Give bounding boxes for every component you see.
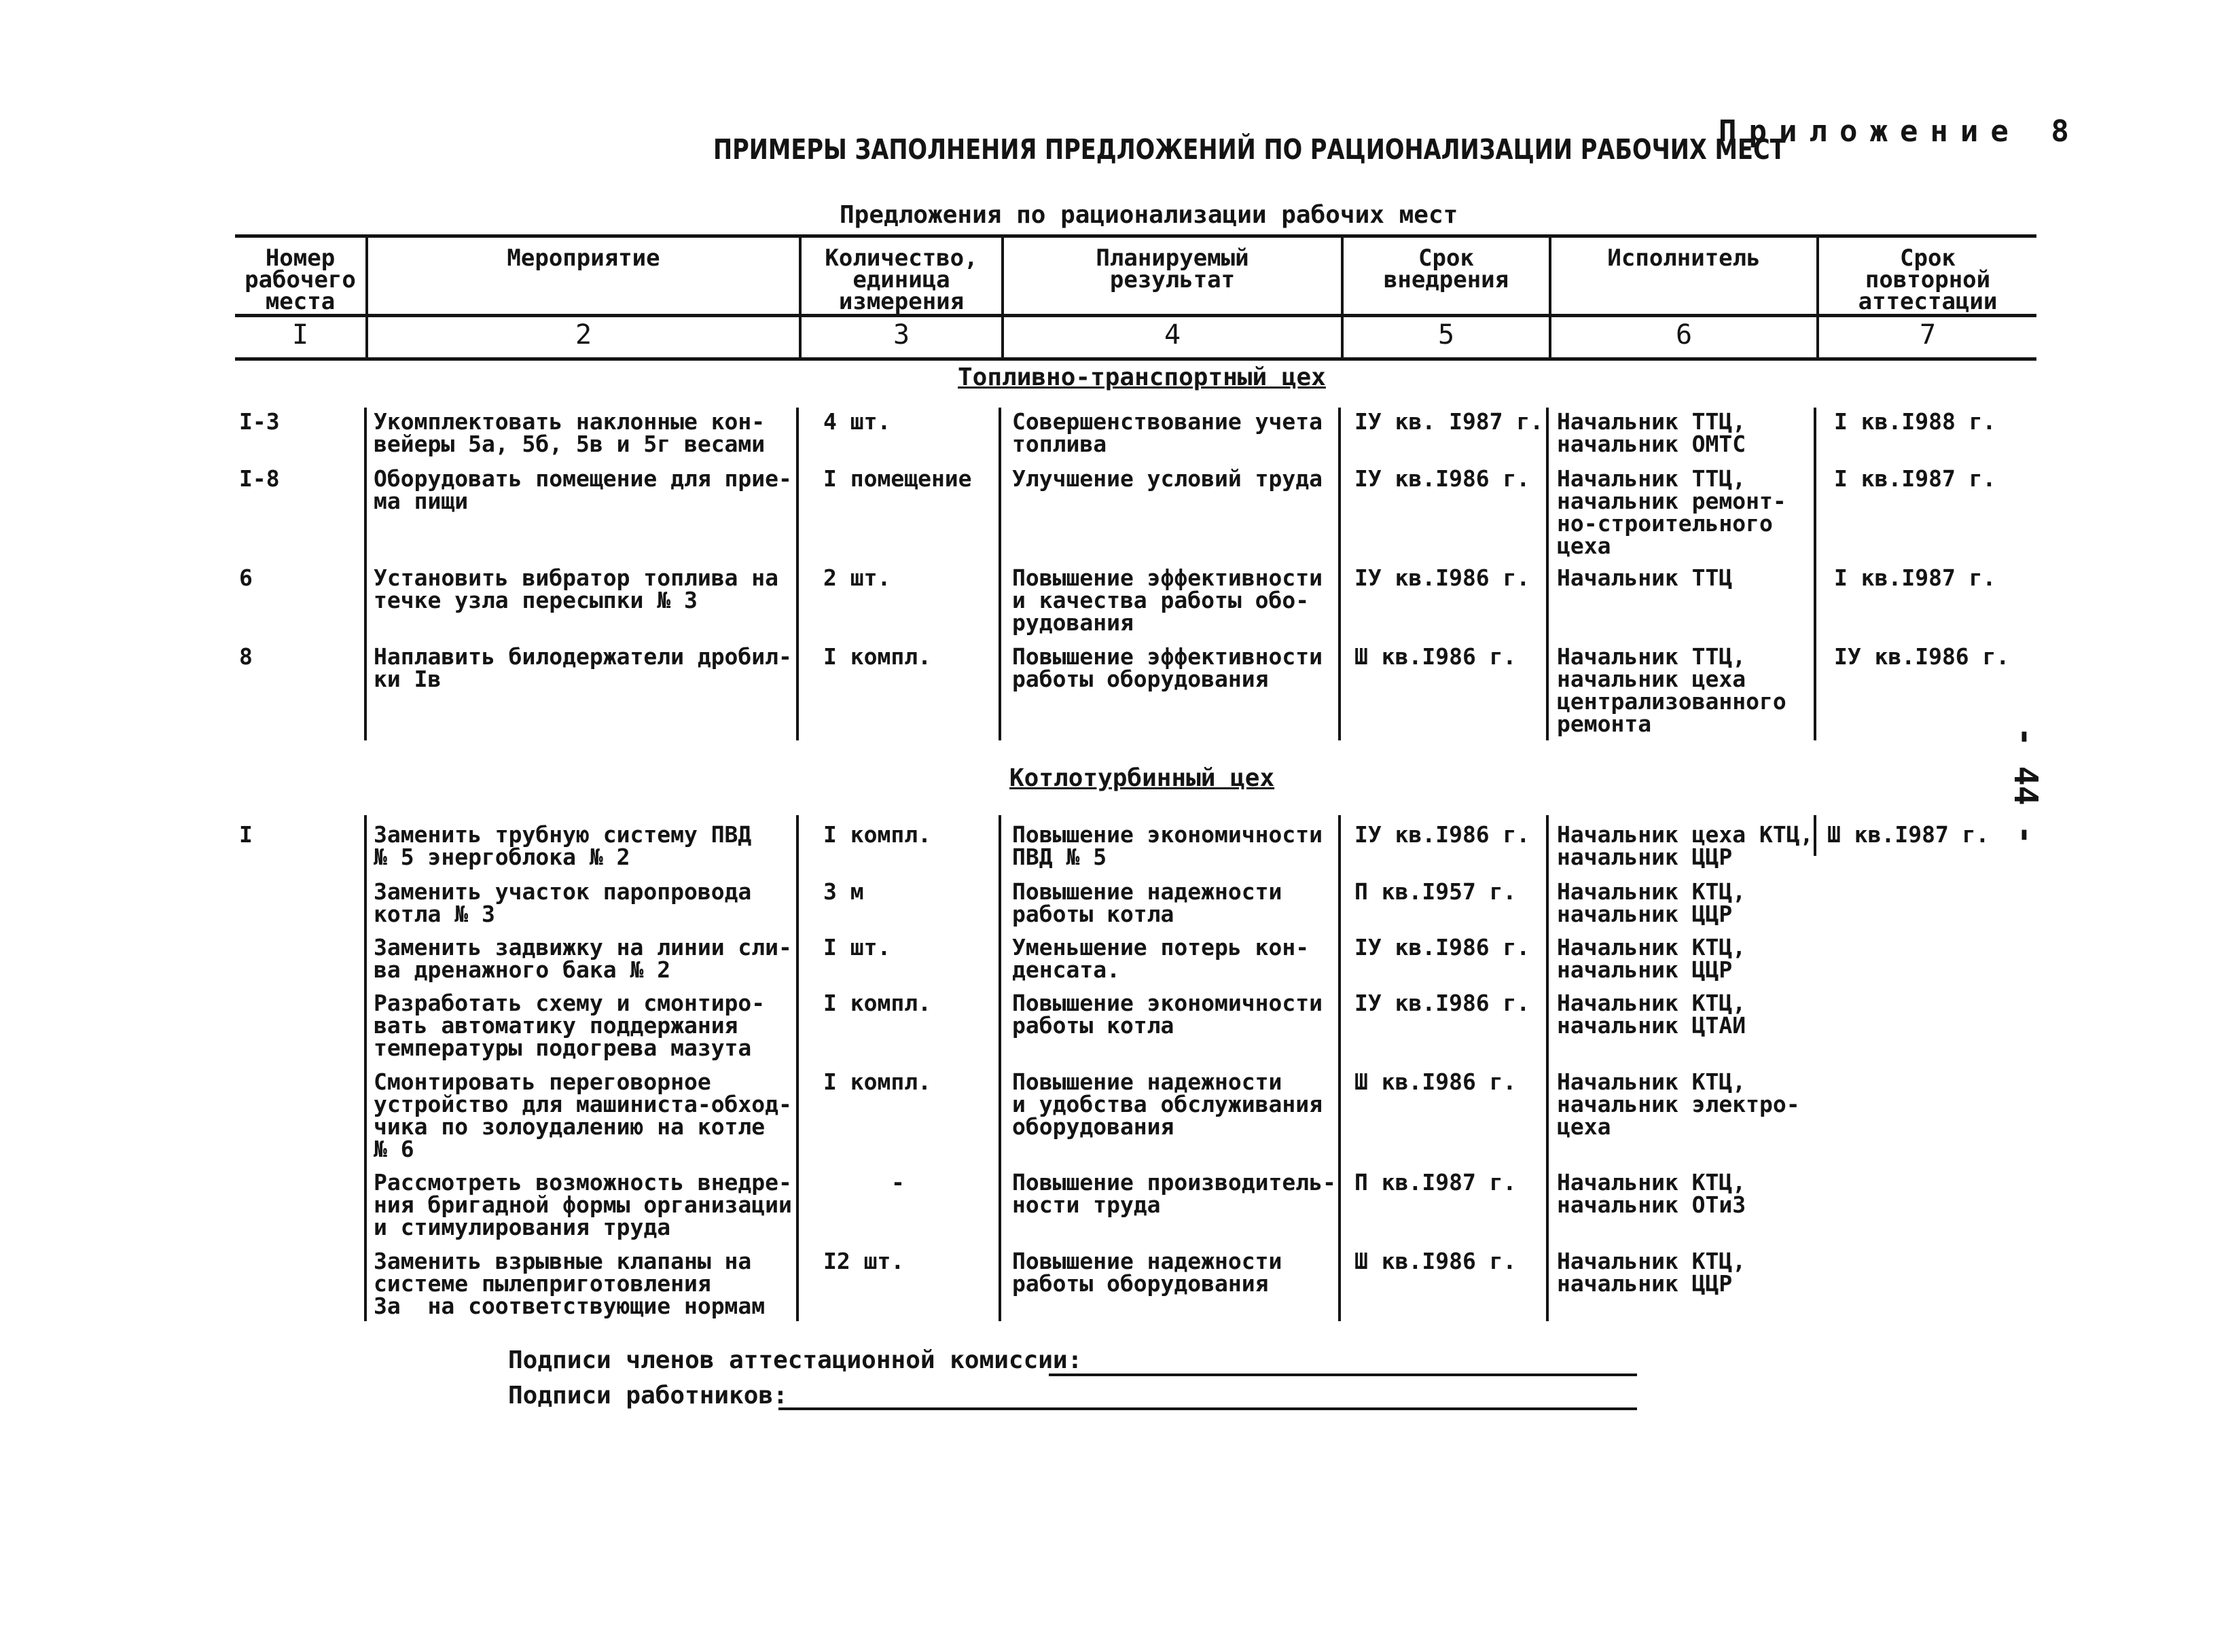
col-header-measure: Мероприятие [507, 245, 660, 272]
cell-result: Повышение надежности работы оборудования [1012, 1248, 1282, 1297]
page-number: - 44 - [2007, 727, 2045, 845]
cell-reattestation: I кв.I987 г. [1834, 564, 1996, 591]
cell-quantity: I шт. [823, 934, 891, 960]
body-col-rule [1546, 408, 1549, 740]
table-top-rule [235, 234, 2036, 238]
body-col-rule [796, 815, 799, 1321]
cell-result: Повышение надежности работы котла [1012, 878, 1282, 927]
cell-term: IУ кв.I986 г. [1354, 465, 1530, 492]
cell-result: Улучшение условий труда [1012, 465, 1323, 492]
col-header-result: Планируемый результат [1096, 245, 1249, 293]
col-number: 5 [1437, 319, 1455, 351]
body-col-rule [999, 815, 1001, 1321]
cell-place: 8 [239, 643, 253, 670]
document-title: ПРИМЕРЫ ЗАПОЛНЕНИЯ ПРЕДЛОЖЕНИЙ ПО РАЦИОНАЛИЗАЦИИ РАБОЧИХ МЕСТ [713, 133, 1786, 166]
col-number: 6 [1675, 319, 1693, 351]
cell-quantity: I компл. [823, 1069, 931, 1095]
col-header-place: Номер рабочего места [245, 245, 356, 315]
cell-executor: Начальник ТТЦ, начальник ремонт- но-строительного цеха [1557, 465, 1786, 559]
cell-executor: Начальник КТЦ, начальник ЦЦР [1557, 934, 1746, 983]
cell-measure: Рассмотреть возможность внедре- ния бригадной формы организации и стимулирования труда [374, 1169, 792, 1240]
cell-result: Повышение экономичности ПВД № 5 [1012, 821, 1323, 870]
cell-quantity: I компл. [823, 643, 931, 670]
cell-measure: Заменить трубную систему ПВД № 5 энергоблока № 2 [374, 821, 752, 870]
cell-measure: Наплавить билодержатели дробил- ки Iв [374, 643, 792, 692]
cell-quantity: 4 шт. [823, 408, 891, 435]
cell-term: IУ кв. I987 г. [1354, 408, 1544, 435]
cell-measure: Оборудовать помещение для прие- ма пищи [374, 465, 792, 514]
cell-reattestation: I кв.I987 г. [1834, 465, 1996, 492]
cell-result: Уменьшение потерь кон- денсата. [1012, 934, 1310, 983]
signature-commission-line[interactable] [1049, 1373, 1637, 1376]
body-col-rule [1338, 408, 1341, 740]
appendix-label: Приложение 8 [1719, 114, 2081, 149]
cell-quantity: I компл. [823, 990, 931, 1016]
cell-term: IУ кв.I986 г. [1354, 821, 1530, 848]
cell-measure: Заменить взрывные клапаны на системе пылеприготовления 3а на соответствующие нормам [374, 1248, 766, 1319]
body-col-rule [999, 408, 1001, 740]
col-number: 4 [1164, 319, 1181, 351]
cell-measure: Заменить задвижку на линии сли- ва дренажного бака № 2 [374, 934, 792, 983]
col-number: 2 [575, 319, 592, 351]
body-col-rule [364, 408, 367, 740]
cell-place: I [239, 821, 253, 848]
header-bottom-rule [235, 314, 2036, 317]
cell-result: Совершенствование учета топлива [1012, 408, 1323, 457]
cell-executor: Начальник ТТЦ, начальник ОМТС [1557, 408, 1746, 457]
cell-term: Ш кв.I986 г. [1354, 1069, 1517, 1095]
col-header-reattestation: Срок повторной аттестации [1858, 245, 1998, 315]
cell-measure: Смонтировать переговорное устройство для машиниста-обход- чика по золоудалению на котле № 6 [374, 1069, 792, 1162]
cell-executor: Начальник КТЦ, начальник ЦТАИ [1557, 990, 1746, 1039]
cell-measure: Установить вибратор топлива на течке узла пересыпки № 3 [374, 564, 779, 613]
cell-executor: Начальник КТЦ, начальник ОТиЗ [1557, 1169, 1746, 1218]
cell-term: Ш кв.I986 г. [1354, 643, 1517, 670]
table-caption: Предложения по рационализации рабочих мест [840, 201, 1458, 229]
body-col-rule [1338, 815, 1341, 1321]
cell-executor: Начальник КТЦ, начальник электро- цеха [1557, 1069, 1800, 1140]
cell-quantity: 2 шт. [823, 564, 891, 591]
signature-workers-label: Подписи работников: [508, 1382, 788, 1409]
body-col-rule [1814, 408, 1816, 740]
body-col-rule [796, 408, 799, 740]
cell-result: Повышение надежности и удобства обслуживания оборудования [1012, 1069, 1323, 1140]
cell-reattestation: IУ кв.I986 г. [1834, 643, 2010, 670]
cell-term: IУ кв.I986 г. [1354, 990, 1530, 1016]
signature-commission-label: Подписи членов аттестационной комиссии: [508, 1346, 1083, 1374]
col-number: 3 [893, 319, 910, 351]
col-number: I [291, 319, 309, 351]
col-header-term: Срок внедрения [1383, 245, 1509, 293]
cell-executor: Начальник КТЦ, начальник ЦЦР [1557, 1248, 1746, 1297]
cell-reattestation: I кв.I988 г. [1834, 408, 1996, 435]
cell-place: 6 [239, 564, 253, 591]
colnum-bottom-rule [235, 357, 2036, 361]
cell-quantity: 3 м [823, 878, 864, 905]
cell-term: П кв.I957 г. [1354, 878, 1517, 905]
cell-executor: Начальник ТТЦ [1557, 564, 1733, 591]
cell-term: Ш кв.I986 г. [1354, 1248, 1517, 1274]
body-col-rule [1814, 815, 1816, 856]
cell-result: Повышение экономичности работы котла [1012, 990, 1323, 1039]
cell-executor: Начальник цеха КТЦ, начальник ЦЦР [1557, 821, 1814, 870]
col-header-quantity: Количество, единица измерения [825, 245, 978, 315]
cell-result: Повышение эффективности и качества работы обо- рудования [1012, 564, 1323, 636]
cell-term: П кв.I987 г. [1354, 1169, 1517, 1196]
cell-reattestation: Ш кв.I987 г. [1827, 821, 1990, 848]
cell-result: Повышение производитель- ности труда [1012, 1169, 1336, 1218]
cell-executor: Начальник КТЦ, начальник ЦЦР [1557, 878, 1746, 927]
cell-executor: Начальник ТТЦ, начальник цеха централизованного ремонта [1557, 643, 1786, 737]
section-heading: Котлотурбинный цех [1009, 764, 1275, 792]
cell-measure: Разработать схему и смонтиро- вать автоматику поддержания температуры подогрева мазута [374, 990, 766, 1061]
section-heading: Топливно-транспортный цех [958, 363, 1326, 391]
cell-result: Повышение эффективности работы оборудования [1012, 643, 1323, 692]
cell-quantity: I компл. [823, 821, 931, 848]
col-header-executor: Исполнитель [1607, 245, 1761, 272]
body-col-rule [364, 815, 367, 1321]
body-col-rule [1546, 815, 1549, 1321]
cell-measure: Укомплектовать наклонные кон- вейеры 5а, 5б, 5в и 5г весами [374, 408, 766, 457]
cell-quantity: - [891, 1169, 905, 1196]
cell-place: I-3 [239, 408, 280, 435]
cell-term: IУ кв.I986 г. [1354, 564, 1530, 591]
cell-quantity: I2 шт. [823, 1248, 905, 1274]
cell-place: I-8 [239, 465, 280, 492]
cell-measure: Заменить участок паропровода котла № 3 [374, 878, 752, 927]
signature-workers-line[interactable] [778, 1407, 1637, 1410]
col-number: 7 [1919, 319, 1937, 351]
cell-term: IУ кв.I986 г. [1354, 934, 1530, 960]
cell-quantity: I помещение [823, 465, 972, 492]
